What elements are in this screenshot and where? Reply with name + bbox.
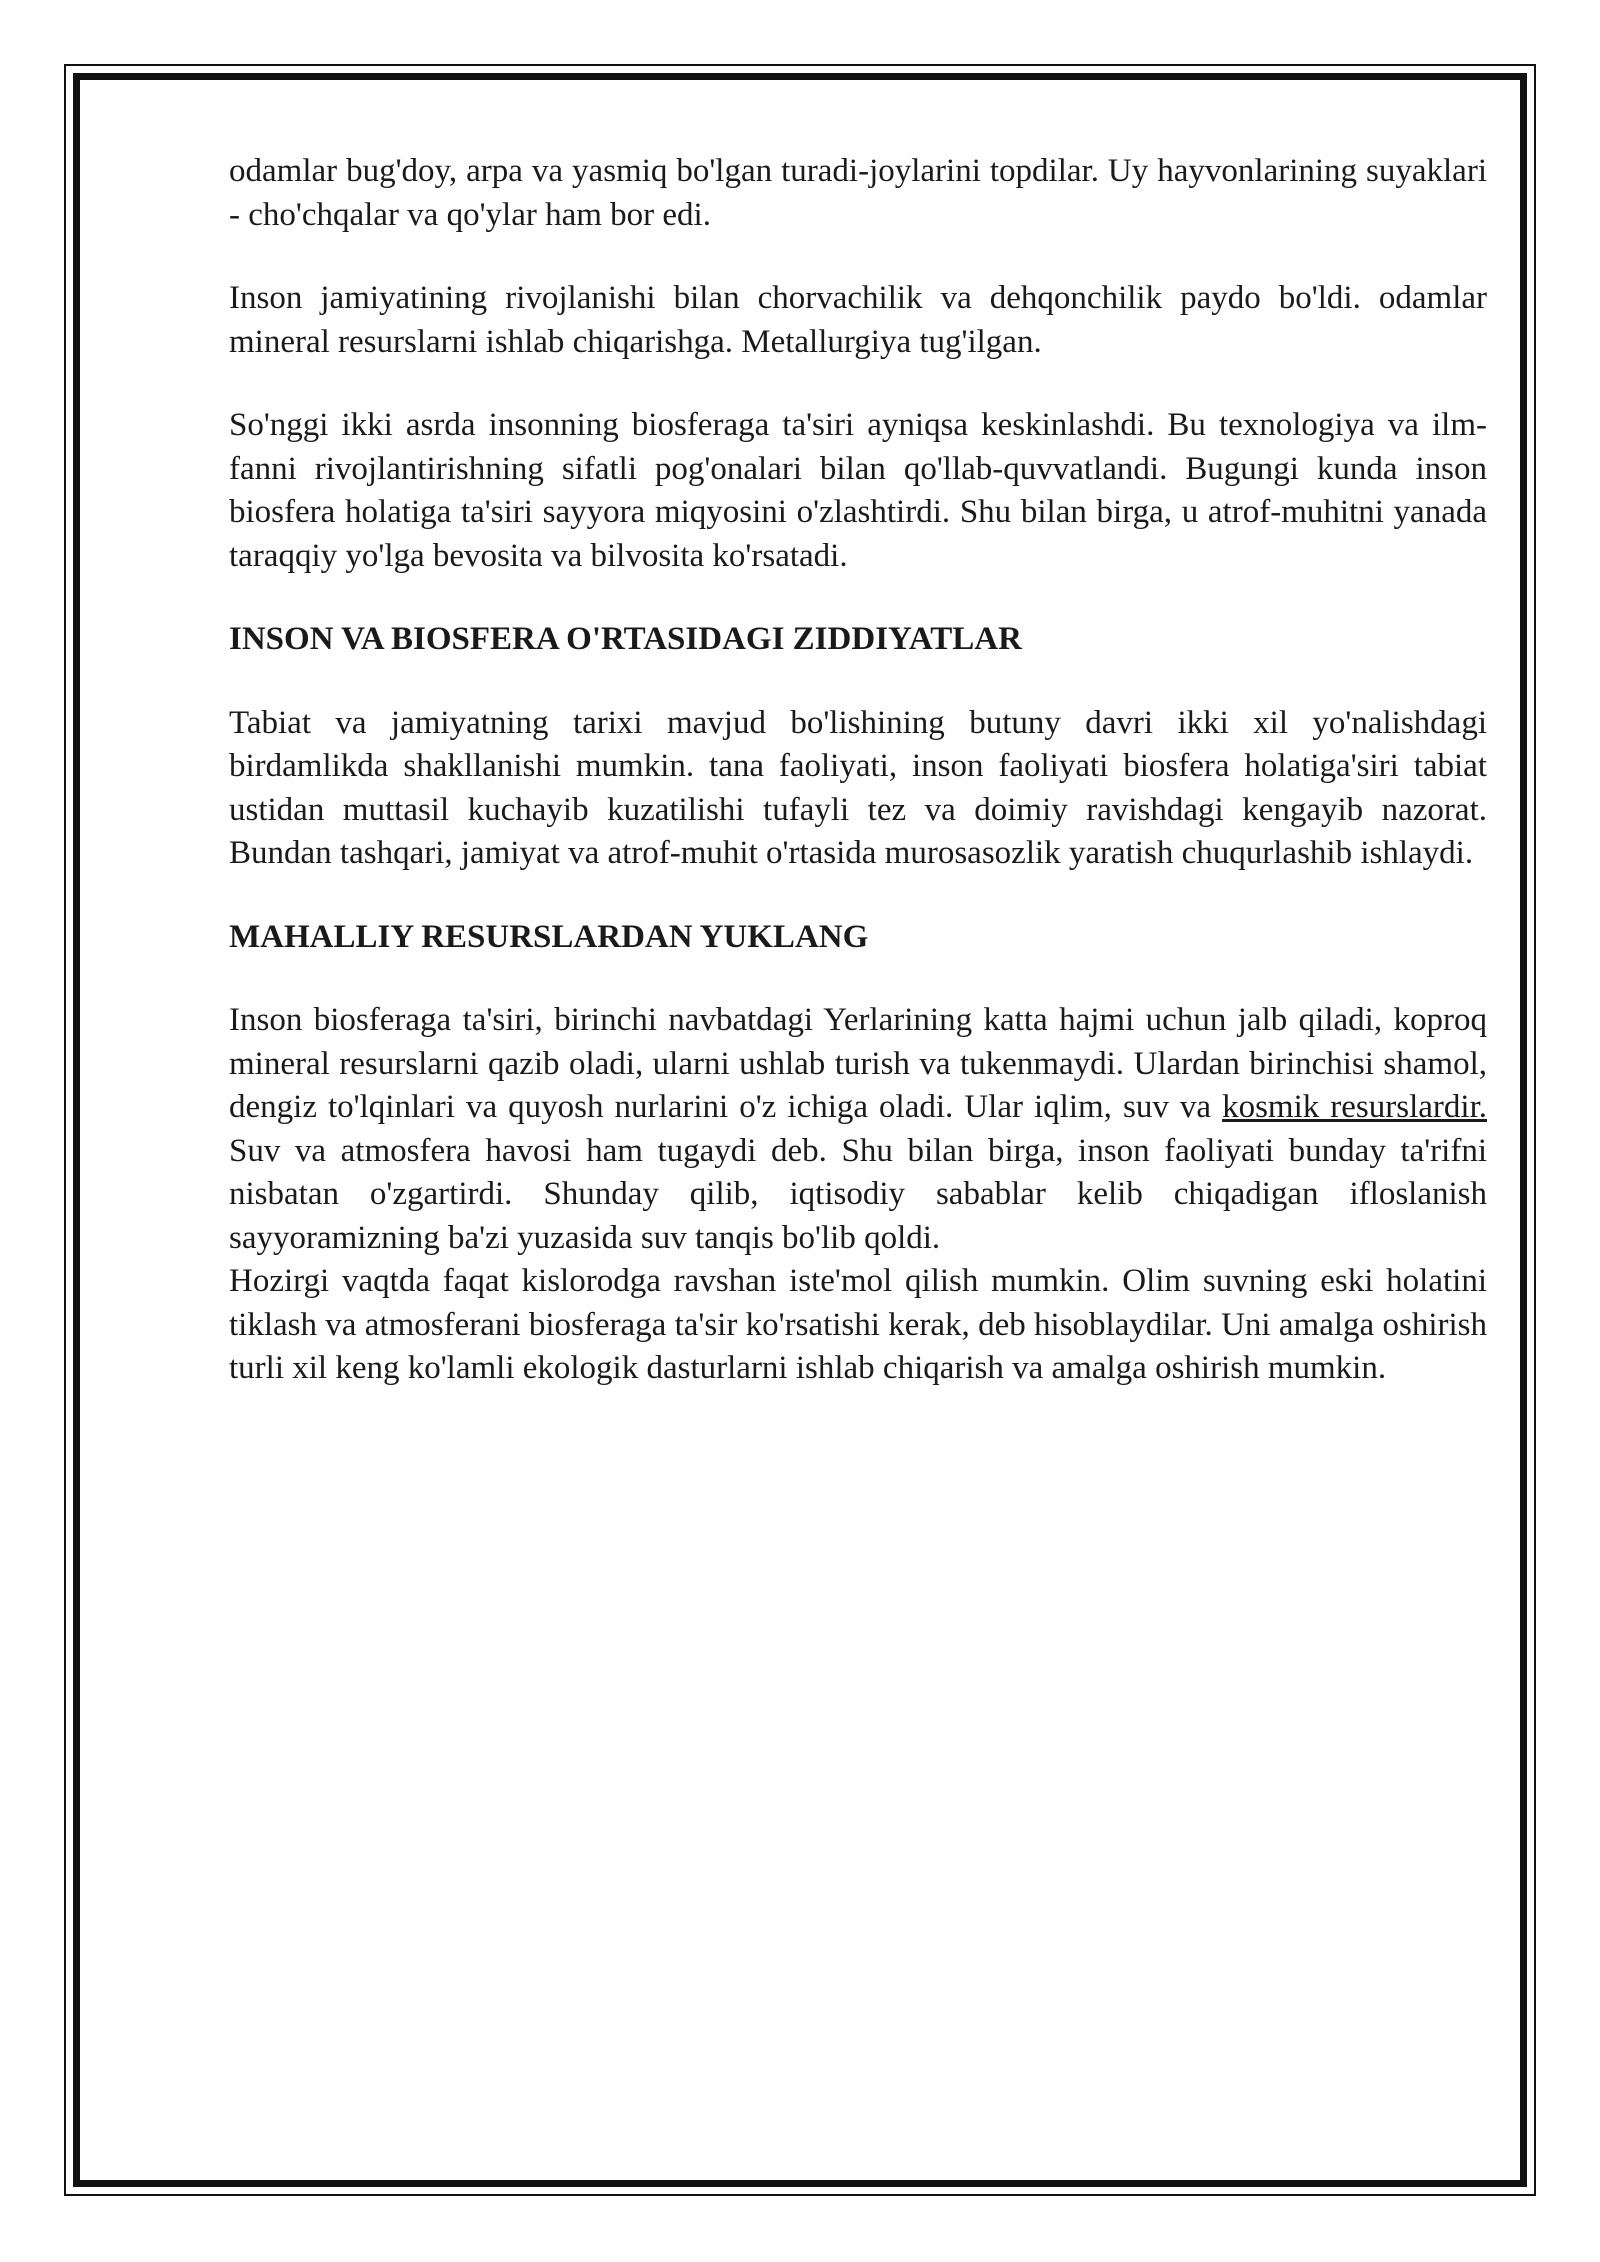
- paragraph-5-text-end: Suv va atmosfera havosi ham tugaydi deb. Shu bilan birga, inson faoliyati bunday ta'rifni nisbatan o'zgartirdi. Shunday qilib, iqtisodiy sabablar kelib chiqadigan ifloslanish sayyoramizning ba'zi yuzasida suv tanqis bo'lib qoldi.: [229, 1132, 1487, 1256]
- paragraph-4: Tabiat va jamiyatning tarixi mavjud bo'lishining butuny davri ikki xil yo'nalishdagi birdamlikda shakllanishi mumkin. tana faoliyati, inson faoliyati biosfera holatiga'siri tabiat ustidan muttasil kuchayib kuzatilishi tufayli tez va doimiy ravishdagi kengayib nazorat. Bundan tashqari, jamiyat va atrof-muhit o'rtasida murosasozlik yaratish chuqurlashib ishlaydi.: [229, 704, 1487, 871]
- cosmic-resources-link[interactable]: kosmik resurslardir.: [1222, 1089, 1487, 1125]
- paragraph-3: So'nggi ikki asrda insonning biosferaga ta'siri ayniqsa keskinlashdi. Bu texnologiya va ilm-fanni rivojlantirishning sifatli pog'onalari bilan qo'llab-quvvatlandi. Bugungi kunda inson biosfera holatiga ta'siri sayyora miqyosini o'zlashtirdi. Shu bilan birga, u atrof-muhitni yanada taraqqiy yo'lga bevosita va bilvosita ko'rsatadi.: [229, 407, 1487, 574]
- paragraph-1: odamlar bug'doy, arpa va yasmiq bo'lgan turadi-joylarini topdilar. Uy hayvonlarining suyaklari - cho'chqalar va qo'ylar ham bor edi.: [229, 153, 1487, 233]
- paragraph-2: Inson jamiyatining rivojlanishi bilan chorvachilik va dehqonchilik paydo bo'ldi. odamlar mineral resurslarni ishlab chiqarishga. Metallurgiya tug'ilgan.: [229, 280, 1487, 360]
- section-heading-contradictions: INSON VA BIOSFERA O'RTASIDAGI ZIDDIYATLAR: [229, 621, 1022, 657]
- section-heading-local-resources: MAHALLIY RESURSLARDAN YUKLANG: [229, 918, 869, 955]
- paragraph-6: Hozirgi vaqtda faqat kislorodga ravshan iste'mol qilish mumkin. Olim suvning eski holatini tiklash va atmosferani biosferaga ta'sir ko'rsatishi kerak, deb hisoblaydilar. Uni amalga oshirish turli xil keng ko'lamli ekologik dasturlarni ishlab chiqarish va amalga oshirish mumkin.: [229, 1263, 1487, 1386]
- paragraph-5-text-start: Inson biosferaga ta'siri, birinchi navbatdagi Yerlarining katta hajmi uchun jalb qiladi, koproq mineral resurslarni qazib oladi, ularni ushlab turish va tukenmaydi. Ulardan birinchisi shamol, dengiz to'lqinlari va quyosh nurlarini o'z ichiga oladi. Ular iqlim, suv va: [229, 1002, 1487, 1125]
- document-body: [229, 150, 1487, 1391]
- paragraph-5: [229, 999, 1487, 1260]
